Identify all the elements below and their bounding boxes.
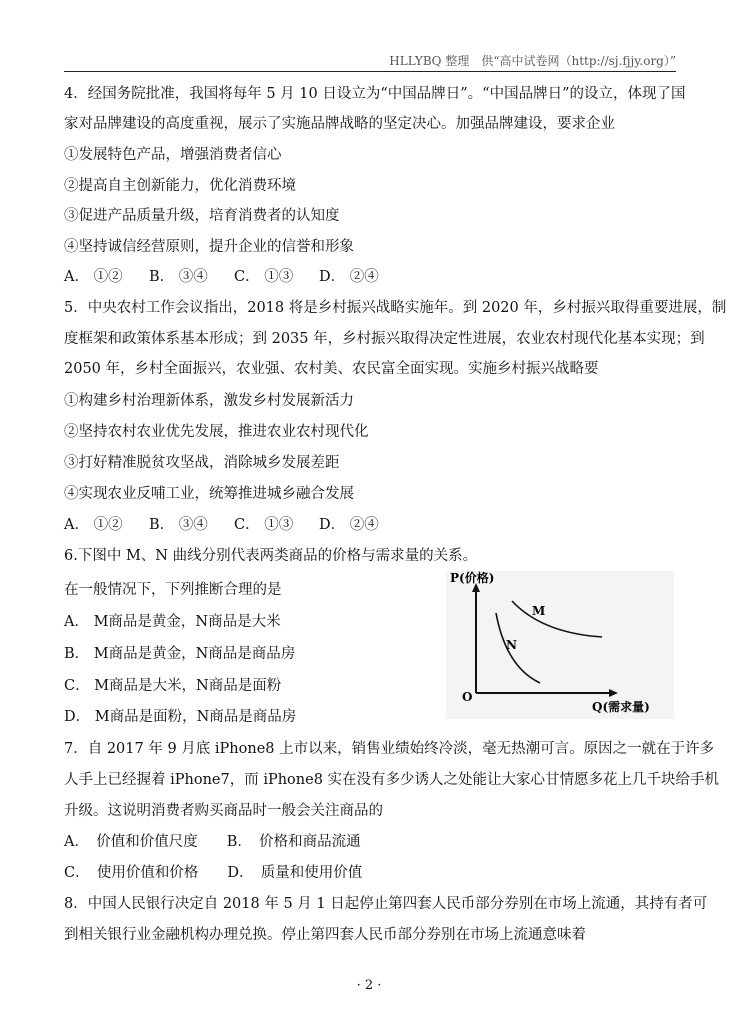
q6-option-d: D． M商品是面粉，N商品是商品房 (64, 709, 297, 725)
q7-stem-line-1: 7．自 2017 年 9 月底 iPhone8 上市以来，销售业绩始终冷淡，毫无热潮可言。原因之一就在于许多 (64, 741, 715, 757)
y-axis-label: P(价格) (450, 571, 495, 585)
graph-svg (446, 571, 674, 719)
q4-stem-line-1: 4．经国务院批准，我国将每年 5 月 10 日设立为“中国品牌日”。“中国品牌日”的设立，体现了国 (64, 86, 686, 102)
q4-item-2: ②提高自主创新能力，优化消费环境 (64, 178, 296, 194)
q5-stem-line-3: 2050 年，乡村全面振兴，农业强、农村美、农民富全面实现。实施乡村振兴战略要 (64, 361, 599, 377)
q8-stem-line-1: 8．中国人民银行决定自 2018 年 5 月 1 日起停止第四套人民币部分券别在市场上流通，其持有者可 (64, 896, 708, 912)
q4-option-b: B． ③④ (149, 269, 208, 285)
q5-option-b: B． ③④ (149, 517, 208, 533)
q5-item-2: ②坚持农村农业优先发展，推进农业农村现代化 (64, 424, 369, 440)
q6-stem-line-1: 6.下图中 M、N 曲线分别代表两类商品的价格与需求量的关系。 (64, 548, 478, 564)
curve-n-label: N (506, 638, 517, 652)
q7-stem-line-2: 人手上已经握着 iPhone7，而 iPhone8 实在没有多少诱人之处能让大家心甘情愿多花上几千块给手机 (64, 772, 720, 788)
header-divider (64, 71, 676, 72)
q7-options-row-1: A． 价值和价值尺度 B． 价格和商品流通 (64, 834, 361, 850)
q5-option-c: C． ①③ (234, 517, 294, 533)
page-header: HLLYBQ 整理 供“高中试卷网（http://sj.fjjy.org）” (389, 54, 676, 68)
q4-item-1: ①发展特色产品，增强消费者信心 (64, 147, 282, 163)
page-number: · 2 · (356, 978, 382, 993)
q4-item-4: ④坚持诚信经营原则，提升企业的信誉和形象 (64, 239, 354, 255)
q7-options-row-2: C． 使用价值和价格 D． 质量和使用价值 (64, 865, 363, 881)
q5-stem-line-1: 5．中央农村工作会议指出，2018 将是乡村振兴战略实施年。到 2020 年，乡村振兴取得重要进展，制 (64, 300, 727, 316)
q4-stem-line-2: 家对品牌建设的高度重视，展示了实施品牌战略的坚定决心。加强品牌建设，要求企业 (64, 116, 615, 132)
q5-option-a: A． ①② (64, 517, 123, 533)
q4-option-d: D． ②④ (319, 269, 379, 285)
graph-background (446, 571, 674, 719)
q4-options (64, 268, 379, 286)
q6-stem-line-2: 在一般情况下，下列推断合理的是 (64, 582, 282, 598)
q5-stem-line-2: 度框架和政策体系基本形成；到 2035 年，乡村振兴取得决定性进展，农业农村现代化基本实现；到 (64, 331, 705, 347)
q5-option-d: D． ②④ (319, 517, 379, 533)
q4-option-c: C． ①③ (234, 269, 294, 285)
q8-stem-line-2: 到相关银行业金融机构办理兑换。停止第四套人民币部分券别在市场上流通意味着 (64, 927, 586, 943)
q5-item-1: ①构建乡村治理新体系，激发乡村发展新活力 (64, 393, 354, 409)
origin-label: O (462, 690, 473, 704)
q5-options (64, 516, 379, 534)
q6-option-a: A． M商品是黄金，N商品是大米 (64, 614, 281, 630)
x-axis-label: Q(需求量) (592, 700, 650, 714)
q5-item-3: ③打好精准脱贫攻坚战，消除城乡发展差距 (64, 455, 340, 471)
q4-item-3: ③促进产品质量升级，培育消费者的认知度 (64, 208, 340, 224)
price-demand-graph (446, 571, 674, 719)
q6-option-c: C． M商品是大米，N商品是面粉 (64, 678, 282, 694)
q5-item-4: ④实现农业反哺工业，统筹推进城乡融合发展 (64, 486, 354, 502)
q4-option-a: A． ①② (64, 269, 123, 285)
q7-stem-line-3: 升级。这说明消费者购买商品时一般会关注商品的 (64, 803, 383, 819)
q6-option-b: B． M商品是黄金，N商品是商品房 (64, 646, 296, 662)
curve-m-label: M (532, 604, 546, 618)
